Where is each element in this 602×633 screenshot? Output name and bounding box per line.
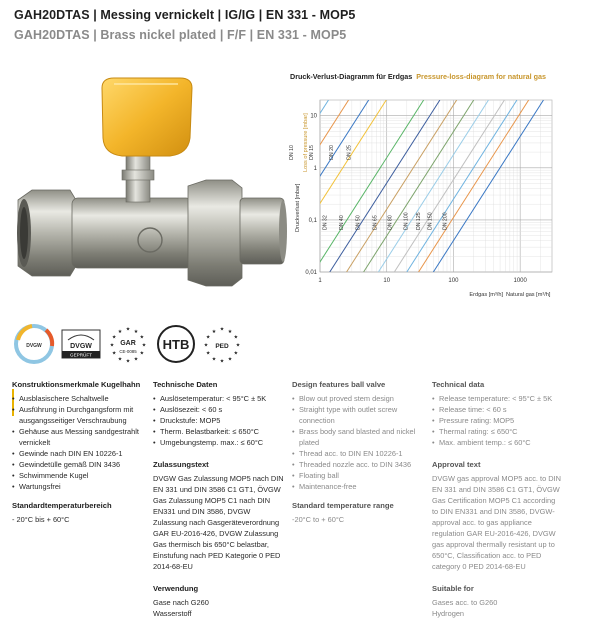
star-icon: ★: [219, 358, 225, 365]
star-icon: ★: [133, 356, 139, 363]
svg-text:CE-0085: CE-0085: [119, 349, 137, 354]
star-icon: ★: [141, 342, 147, 349]
series-label: DN 200: [442, 212, 449, 230]
tech-item-en: • Pressure rating: MOP5: [432, 415, 562, 426]
y-tick-label: 1: [313, 165, 317, 172]
title-german: GAH20DTAS | Messing vernickelt | IG/IG | EN 331 - MOP5: [14, 8, 356, 22]
tech-item-en: • Max. ambient temp.: ≤ 60°C: [432, 437, 562, 448]
y-axis-label-de: Druckverlust [mbar]: [295, 183, 301, 232]
use-list-de: [153, 597, 285, 619]
series-label: DN 100: [403, 212, 410, 230]
chart-title-german: Druck-Verlust-Diagramm für Erdgas: [290, 72, 413, 81]
product-photo: [10, 58, 290, 330]
feature-item-en: • Blow out proved stem design: [292, 393, 422, 404]
dvgw-geprueft-logo: [62, 330, 100, 358]
series-label: DN 125: [415, 212, 422, 230]
y-tick-label: 10: [310, 113, 317, 120]
svg-text:DVGW: DVGW: [70, 343, 92, 350]
feature-item-de: • Ausführung in Durchgangsform mit ausgangsseitiger Verschraubung: [12, 404, 144, 426]
series-label: DN 150: [427, 212, 434, 230]
tech-item-de: • Umgebungstemp. max.: ≤ 60°C: [153, 437, 285, 448]
use-item-en: Hydrogen: [432, 609, 465, 618]
tech-list-en: [432, 393, 562, 448]
svg-text:GAR: GAR: [120, 340, 136, 347]
series-label: DN 32: [322, 215, 329, 230]
features-heading-en: Design features ball valve: [292, 380, 386, 389]
star-icon: ★: [233, 350, 239, 357]
feature-item-de: • Gewindetülle gemäß DIN 3436: [12, 459, 144, 470]
star-icon: ★: [139, 350, 145, 357]
features-heading-de: Konstruktionsmerkmale Kugelhahn: [12, 380, 141, 389]
star-icon: ★: [125, 326, 131, 333]
y-tick-label: 0,01: [305, 270, 317, 276]
feature-item-de: • Gewinde nach DIN EN 10226-1: [12, 448, 144, 459]
star-icon: ★: [109, 342, 115, 349]
star-icon: ★: [205, 350, 211, 357]
feature-item-en: • Brass body sand blasted and nickel plated: [292, 426, 422, 448]
column-features-german: [12, 379, 144, 525]
tech-item-de: • Auslösezeit: < 60 s: [153, 404, 285, 415]
star-icon: ★: [211, 328, 217, 335]
tech-item-en: • Release temperature: < 95°C ± 5K: [432, 393, 562, 404]
temp-range-value-de: - 20°C bis + 60°C: [12, 515, 70, 524]
column-tech-german: [153, 379, 285, 619]
svg-text:DVGW: DVGW: [26, 343, 42, 349]
x-axis-label-de: Erdgas [m³/h]: [469, 292, 503, 298]
star-icon: ★: [235, 342, 241, 349]
star-icon: ★: [227, 328, 233, 335]
feature-item-en: • Maintenance-free: [292, 481, 422, 492]
certification-logos: [10, 318, 250, 374]
feature-item-de: • Ausblasischere Schaltwelle: [12, 393, 144, 404]
feature-item-de: • Wartungsfrei: [12, 481, 144, 492]
features-list-en: [292, 393, 422, 492]
pressure-loss-chart: [290, 84, 590, 304]
star-icon: ★: [211, 356, 217, 363]
star-icon: ★: [227, 356, 233, 363]
series-label: DN 65: [372, 215, 379, 230]
star-icon: ★: [219, 326, 225, 333]
x-axis-label-en: Natural gas [m³/h]: [506, 292, 551, 298]
y-tick-label: 0,1: [308, 217, 317, 224]
tech-heading-en: Technical data: [432, 380, 485, 389]
use-item-en: Gases acc. to G260: [432, 598, 498, 607]
use-item-de: Gase nach G260: [153, 598, 209, 607]
svg-text:PED: PED: [215, 343, 229, 350]
htb-logo: [158, 326, 194, 362]
x-tick-label: 100: [448, 278, 459, 284]
series-label: DN 50: [355, 215, 362, 230]
temp-range-value-en: -20°C to + 60°C: [292, 515, 345, 524]
use-heading-de: Verwendung: [153, 584, 199, 593]
column-tech-english: [432, 379, 562, 619]
star-icon: ★: [111, 334, 117, 341]
star-icon: ★: [133, 328, 139, 335]
tech-item-en: • Thermal rating: ≤ 650°C: [432, 426, 562, 437]
feature-item-en: • Floating ball: [292, 470, 422, 481]
title-english: GAH20DTAS | Brass nickel plated | F/F | EN 331 - MOP5: [14, 28, 347, 42]
series-label: DN 80: [387, 215, 394, 230]
use-heading-en: Suitable for: [432, 584, 474, 593]
series-label: DN 25: [346, 145, 353, 160]
star-icon: ★: [139, 334, 145, 341]
star-icon: ★: [203, 342, 209, 349]
star-icon: ★: [111, 350, 117, 357]
ped-logo: [204, 327, 241, 365]
tech-item-en: • Release time: < 60 s: [432, 404, 562, 415]
feature-item-en: • Threaded nozzle acc. to DIN 3436: [292, 459, 422, 470]
use-list-en: [432, 597, 562, 619]
use-item-de: Wasserstoff: [153, 609, 192, 618]
chart-title: [290, 72, 546, 81]
chart-title-english: Pressure-loss-diagram for natural gas: [416, 72, 547, 81]
series-label: DN 20: [329, 145, 336, 160]
star-icon: ★: [125, 358, 131, 365]
yellow-handle: [102, 78, 192, 156]
gar-ce-logo: [110, 327, 147, 365]
svg-text:HTB: HTB: [162, 337, 190, 352]
star-icon: ★: [117, 356, 123, 363]
tech-list-de: [153, 393, 285, 448]
feature-item-en: • Straight type with outlet screw connection: [292, 404, 422, 426]
tech-item-de: • Therm. Belastbarkeit: ≤ 650°C: [153, 426, 285, 437]
feature-item-de: • Schwimmende Kugel: [12, 470, 144, 481]
star-icon: ★: [233, 334, 239, 341]
features-list-de: [12, 393, 144, 492]
right-union: [188, 180, 242, 286]
approval-text-en: DVGW gas approval MOP5 acc. to DIN EN 331 and DIN 3586 C1 GT1, ÖVGW Gas Certification MOP5 C1 according to DIN EN331 and DIN 3586, DVGW-approval acc. to gas appliance regulation GAR EU-2016-426, DVGW gas approval thermally resistant up to 650°C, Classification acc. to PED category 0 PED 2014-68-EU: [432, 474, 561, 571]
star-icon: ★: [205, 334, 211, 341]
temp-range-heading-de: Standardtemperaturbereich: [12, 501, 112, 510]
x-tick-label: 1: [318, 278, 322, 284]
temp-range-heading-en: Standard temperature range: [292, 501, 394, 510]
series-label: DN 40: [338, 215, 345, 230]
tech-heading-de: Technische Daten: [153, 380, 218, 389]
column-features-english: [292, 379, 422, 525]
series-label: DN 10: [288, 145, 295, 160]
tech-item-de: • Auslösetemperatur: < 95°C ± 5K: [153, 393, 285, 404]
feature-item-en: • Thread acc. to DIN EN 10226-1: [292, 448, 422, 459]
svg-text:GEPRÜFT: GEPRÜFT: [70, 352, 92, 358]
y-axis-label-en: Loss of pressure [mbar]: [303, 113, 309, 172]
dvgw-round-logo: [16, 326, 52, 362]
star-icon: ★: [117, 328, 123, 335]
series-label: DN 15: [308, 145, 315, 160]
approval-heading-en: Approval text: [432, 460, 481, 469]
approval-text-de: DVGW Gas Zulassung MOP5 nach DIN EN 331 und DIN 3586 C1 GT1, ÖVGW Gas Zulassung MOP5 C1 nach DIN EN331 und DIN 3586, DVGW Zulassung nach Gasgeräteverordnung GAR EU-2016-426, DVGW Zulassung Gas thermisch bis 650°C belastbar, Einstufung nach PED Kategorie 0 PED 2014-68-EU: [153, 474, 284, 571]
x-tick-label: 10: [383, 278, 391, 284]
approval-heading-de: Zulassungstext: [153, 460, 209, 469]
x-tick-label: 1000: [513, 278, 527, 284]
tech-item-de: • Druckstufe: MOP5: [153, 415, 285, 426]
feature-item-de: • Gehäuse aus Messing sandgestrahlt vernickelt: [12, 426, 144, 448]
